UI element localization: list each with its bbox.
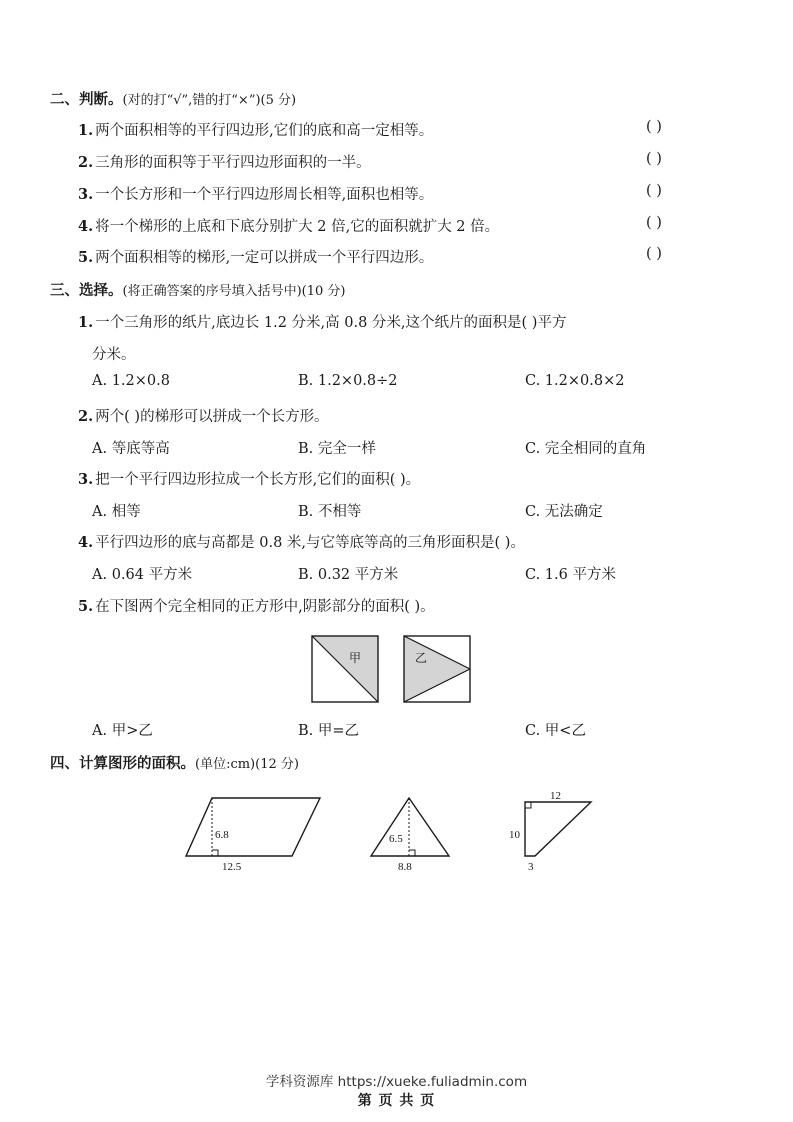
q1-option-b[interactable]: B. 1.2×0.8÷2 xyxy=(298,373,398,389)
section-2-note: (对的打“√”,错的打“×”)(5 分) xyxy=(122,93,297,108)
q2-option-c[interactable]: C. 完全相同的直角 xyxy=(525,441,647,457)
item-number: 3. xyxy=(78,471,94,488)
section-3-heading xyxy=(50,279,345,300)
section-4-note: (单位:cm)(12 分) xyxy=(195,757,299,772)
triangle-figure xyxy=(365,792,455,876)
item-number: 1. xyxy=(78,122,94,139)
answer-paren-5[interactable]: ( ) xyxy=(646,246,662,262)
item-text: 两个面积相等的平行四边形,它们的底和高一定相等。 xyxy=(95,123,434,139)
q4-option-a[interactable]: A. 0.64 平方米 xyxy=(92,567,193,583)
q5-option-b[interactable]: B. 甲=乙 xyxy=(298,723,360,739)
triangle-height-label: 6.5 xyxy=(389,833,403,845)
triangle-base-label: 8.8 xyxy=(398,861,412,873)
trapezoid-figure xyxy=(505,788,605,876)
section-3-note: (将正确答案的序号填入括号中)(10 分) xyxy=(122,284,346,299)
parallelogram-height-label: 6.8 xyxy=(215,829,229,841)
item-text: 一个长方形和一个平行四边形周长相等,面积也相等。 xyxy=(95,187,434,203)
item-number: 4. xyxy=(78,218,94,235)
item-number: 3. xyxy=(78,186,94,203)
item-number: 2. xyxy=(78,154,94,171)
item-text: 三角形的面积等于平行四边形面积的一半。 xyxy=(95,155,371,171)
section-2-heading xyxy=(50,88,296,109)
parallelogram-base-label: 12.5 xyxy=(222,861,242,873)
item-text: 把一个平行四边形拉成一个长方形,它们的面积( )。 xyxy=(95,472,421,488)
parallelogram-shape xyxy=(186,798,320,856)
item-number: 5. xyxy=(78,598,94,615)
item-text: 两个( )的梯形可以拼成一个长方形。 xyxy=(95,409,329,425)
item-number: 5. xyxy=(78,249,94,266)
choice-q5 xyxy=(78,595,435,616)
q4-option-b[interactable]: B. 0.32 平方米 xyxy=(298,567,399,583)
item-number: 1. xyxy=(78,314,94,331)
trapezoid-shape xyxy=(525,802,591,856)
answer-paren-4[interactable]: ( ) xyxy=(646,215,662,231)
answer-paren-1[interactable]: ( ) xyxy=(646,119,662,135)
q5-option-a[interactable]: A. 甲>乙 xyxy=(92,723,153,739)
q1-option-c[interactable]: C. 1.2×0.8×2 xyxy=(525,373,625,389)
item-text: 两个面积相等的梯形,一定可以拼成一个平行四边形。 xyxy=(95,250,434,266)
item-text: 将一个梯形的上底和下底分别扩大 2 倍,它的面积就扩大 2 倍。 xyxy=(95,219,500,235)
q3-option-b[interactable]: B. 不相等 xyxy=(298,504,362,520)
answer-paren-3[interactable]: ( ) xyxy=(646,183,662,199)
parallelogram-figure xyxy=(180,792,330,876)
judge-item-4 xyxy=(78,215,499,236)
trapezoid-height-label: 10 xyxy=(509,829,520,841)
triangle-shape xyxy=(371,798,449,856)
choice-q3 xyxy=(78,468,420,489)
q4-option-c[interactable]: C. 1.6 平方米 xyxy=(525,567,616,583)
shaded-triangle-yi xyxy=(404,636,470,702)
section-2-title: 二、判断。 xyxy=(50,91,123,108)
q3-option-c[interactable]: C. 无法确定 xyxy=(525,504,603,520)
section-4-heading xyxy=(50,752,299,773)
q1-option-a[interactable]: A. 1.2×0.8 xyxy=(92,373,170,389)
judge-item-1 xyxy=(78,119,433,140)
footer-source: 学科资源库 https://xueke.fuliadmin.com xyxy=(265,1074,528,1090)
label-jia: 甲 xyxy=(349,651,362,665)
q2-option-a[interactable]: A. 等底等高 xyxy=(92,441,170,457)
q2-option-b[interactable]: B. 完全一样 xyxy=(298,441,376,457)
item-text: 在下图两个完全相同的正方形中,阴影部分的面积( )。 xyxy=(95,599,435,615)
choice-q4 xyxy=(78,531,525,552)
q5-option-c[interactable]: C. 甲<乙 xyxy=(525,723,586,739)
page-number: 第 页 共 页 xyxy=(357,1093,436,1109)
trapezoid-top-label: 12 xyxy=(550,790,561,802)
label-yi: 乙 xyxy=(415,651,428,665)
choice-q1-cont: 分米。 xyxy=(92,347,136,363)
choice-q1 xyxy=(78,311,566,332)
item-number: 2. xyxy=(78,408,94,425)
q3-option-a[interactable]: A. 相等 xyxy=(92,504,141,520)
judge-item-5 xyxy=(78,246,433,267)
choice-q2 xyxy=(78,405,329,426)
square-yi xyxy=(404,636,470,702)
answer-paren-2[interactable]: ( ) xyxy=(646,151,662,167)
item-text: 平行四边形的底与高都是 0.8 米,与它等底等高的三角形面积是( )。 xyxy=(95,535,525,551)
square-jia xyxy=(312,636,378,702)
section-3-title: 三、选择。 xyxy=(50,282,123,299)
judge-item-3 xyxy=(78,183,433,204)
section-4-title: 四、计算图形的面积。 xyxy=(50,755,195,772)
squares-figure xyxy=(305,632,475,706)
trapezoid-bottom-label: 3 xyxy=(528,861,534,873)
item-number: 4. xyxy=(78,534,94,551)
judge-item-2 xyxy=(78,151,371,172)
item-text: 一个三角形的纸片,底边长 1.2 分米,高 0.8 分米,这个纸片的面积是( )平方 xyxy=(95,315,567,331)
